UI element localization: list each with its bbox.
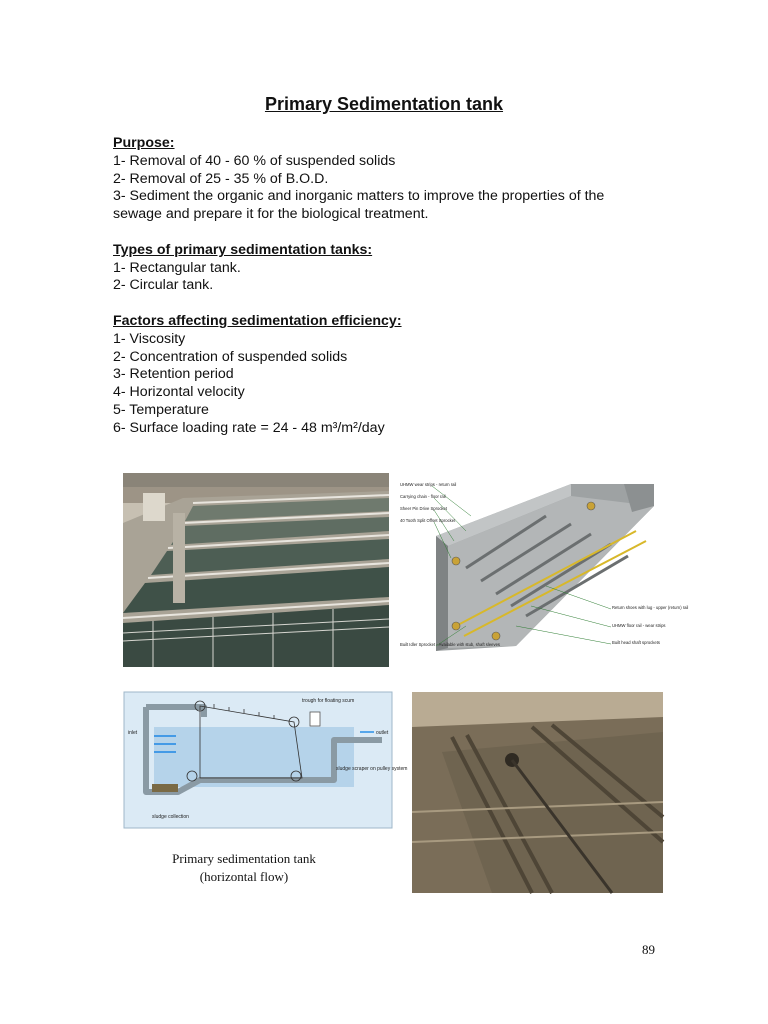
tank-schematic-diagram	[124, 692, 408, 828]
factors-item: 1- Viscosity	[113, 330, 186, 347]
factors-item: 5- Temperature	[113, 401, 209, 418]
types-item: 1- Rectangular tank.	[113, 259, 241, 276]
purpose-item: 2- Removal of 25 - 35 % of B.O.D.	[113, 170, 329, 187]
body-text	[113, 135, 673, 438]
purpose-item: sewage and prepare it for the biological treatment.	[113, 206, 429, 223]
diagram-label-outlet: outlet	[376, 730, 389, 736]
factors-item: 3- Retention period	[113, 366, 234, 383]
tank-cutaway-illustration	[396, 476, 689, 664]
factors-item: 2- Concentration of suspended solids	[113, 348, 348, 365]
cutaway-label: UHMW floor rail - wear strips	[612, 623, 666, 628]
cutaway-label: 40 Tooth Split Offset Sprocket	[400, 518, 456, 523]
page-number: 89	[642, 942, 655, 957]
cutaway-label: UHMW wear strips - return rail	[400, 482, 457, 487]
diagram-label-inlet: inlet	[128, 730, 138, 736]
scraper-photo	[412, 692, 663, 893]
caption-line: (horizontal flow)	[199, 869, 289, 884]
cutaway-label: Built Idler Sprocket - Available with stub, shaft sleeves	[400, 642, 501, 647]
cutaway-label: Return shoes with lug - upper (return) rail	[612, 605, 689, 610]
page-title: Primary Sedimentation tank	[264, 94, 504, 114]
factors-item: 6- Surface loading rate = 24 - 48 m³/m²/day	[113, 419, 385, 436]
types-item: 2- Circular tank.	[113, 277, 214, 294]
diagram-label-collection: sludge collection	[152, 814, 189, 820]
purpose-item: 1- Removal of 40 - 60 % of suspended solids	[113, 152, 396, 169]
purpose-item: 3- Sediment the organic and inorganic matters to improve the properties of the	[113, 188, 605, 205]
cutaway-label: Carrying chain - floor rail	[400, 494, 446, 499]
cutaway-label: Built head shaft sprockets	[612, 640, 660, 645]
factors-item: 4- Horizontal velocity	[113, 384, 245, 401]
types-heading: Types of primary sedimentation tanks:	[113, 241, 373, 258]
figure-caption	[122, 850, 366, 886]
diagram-label-scraper: sludge scraper on pulley system	[336, 766, 408, 772]
tanks-photo	[123, 473, 389, 667]
diagram-label-trough: trough for floating scum	[302, 698, 355, 704]
purpose-heading: Purpose:	[113, 135, 175, 151]
caption-line: Primary sedimentation tank	[172, 851, 316, 866]
cutaway-label: Sheer Pin Drive Sprocket	[400, 506, 448, 511]
factors-heading: Factors affecting sedimentation efficiency:	[113, 312, 402, 329]
